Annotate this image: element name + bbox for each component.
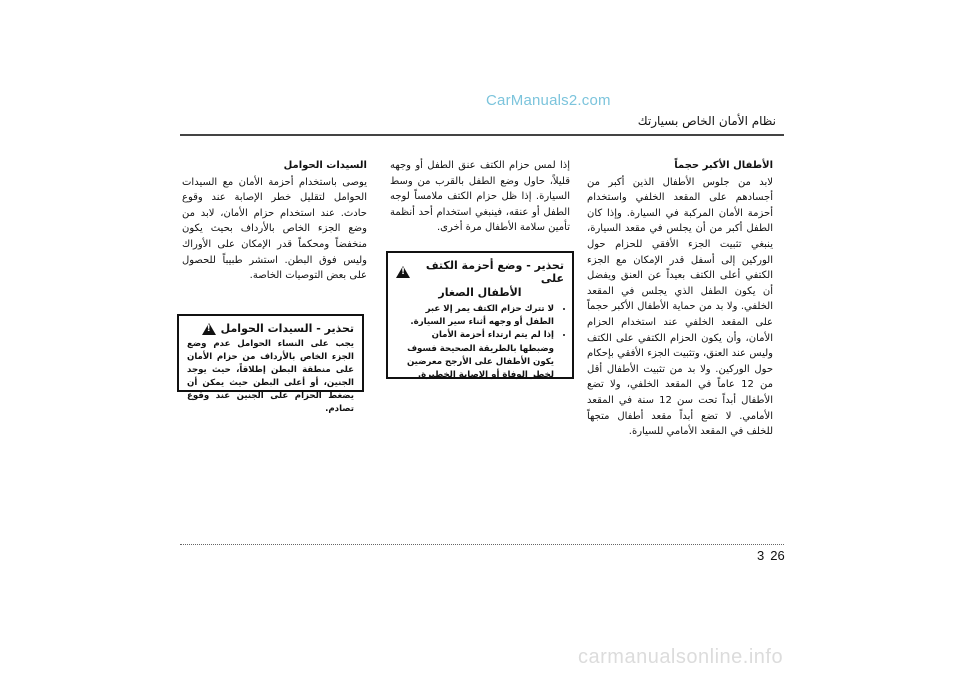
section-title: نظام الأمان الخاص بسيارتك <box>637 114 776 128</box>
middle-column-body: إذا لمس حزام الكتف عنق الطفل أو وجهه قليلاً، حاول وضع الطفل بالقرب من وسط السيارة. إذا ظل حزام الكتف ملامساً لوجه الطفل أو عنقه، فينبغي استخدام أحد أنظمة تأمين سلامة الأطفال مرة أخرى. <box>390 160 570 234</box>
warning-subtitle: الأطفال الصغار <box>438 286 522 299</box>
page-number-value: 26 <box>770 548 785 563</box>
warning-list <box>396 303 564 382</box>
warning-header <box>187 322 354 335</box>
page-number <box>757 548 785 563</box>
left-column-heading: السيدات الحوامل <box>283 160 367 171</box>
right-column <box>587 158 773 440</box>
warning-triangle-icon <box>396 266 410 278</box>
warning-text: يجب على النساء الحوامل عدم وضع الجزء الخاص بالأرداف من حزام الأمان على منطقة البطن إطلاقاً، حيث يوجد الجنين، أو أعلى البطن حيث يمكن أن يضغط الحزام على الجنين عند وقوع تصادم. <box>187 339 354 414</box>
warning-header <box>396 259 564 285</box>
footer-rule <box>180 544 784 545</box>
warning-triangle-icon <box>202 323 216 335</box>
warning-item: • إذا لم يتم ارتداء أحزمة الأمان وضبطها بالطريقة الصحيحة فسوف يكون الأطفال على الأرجح معرضين لخطر الوفاة أو الإصابة الخطيرة. <box>396 329 554 382</box>
watermark-top: CarManuals2.com <box>486 92 611 109</box>
warning-box-pregnant <box>177 314 364 414</box>
warning-title: تحذير - وضع أحزمة الكتف على <box>425 259 564 285</box>
middle-column <box>390 158 570 236</box>
left-column <box>182 158 367 284</box>
warning-box-children <box>386 251 574 379</box>
left-column-body: يوصى باستخدام أحزمة الأمان مع السيدات الحوامل لتقليل خطر الإصابة عند وقوع حادث. عند استخدام حزام الأمان، لابد من وضع الجزء الخاص بالأرداف بحيث يكون منخفضاً ومحكماً قدر الإمكان على الأوراك وليس فوق البطن. استشر طبيباً للحصول على بعض التوصيات الخاصة. <box>182 176 367 282</box>
watermark-bottom: carmanualsonline.info <box>578 646 784 668</box>
right-column-body: لابد من جلوس الأطفال الذين أكبر من أجسادهم على المقعد الخلفي واستخدام أحزمة الأمان المركبة في السيارة. وإذا كان الطفل أكبر من أن يجلس في مقعد السيارة، ينبغي تثبيت الجزء الأفقي للحزام حول الوركين إلى أسفل قدر الإمكان مع الجزء الكتفي أعلى الكتف بعيداً عن العنق ويفضل أن يكون الطفل الذي يجلس في المقعد الخلفي. ولا بد من حماية الأطفال الأكبر حجماً على المقعد الخلفي عند استخدام الحزام الأمان، وأن يكون الحزام الكتفي على الكتف وليس عند العنق، وتثبيت الجزء الأفقي بإحكام حول الوركين. ولا بد من تثبيت الأطفال أقل من 12 عاماً في المقعد الخلفي، ولا تضع الأطفال أبداً تحت سن 12 سنة في المقعد الأمامي. لا تضع أبداً مقعد أطفال متجهاً للخلف في المقعد الأمامي للسيارة. <box>587 176 773 438</box>
section-number: 3 <box>757 548 765 563</box>
header-rule <box>180 134 784 136</box>
warning-title: تحذير - السيدات الحوامل <box>220 322 354 335</box>
right-column-heading: الأطفال الأكبر حجماً <box>674 160 773 171</box>
warning-item: • لا تترك حزام الكتف يمر إلا عبر الطفل أو وجهه أثناء سير السيارة. <box>396 303 554 329</box>
